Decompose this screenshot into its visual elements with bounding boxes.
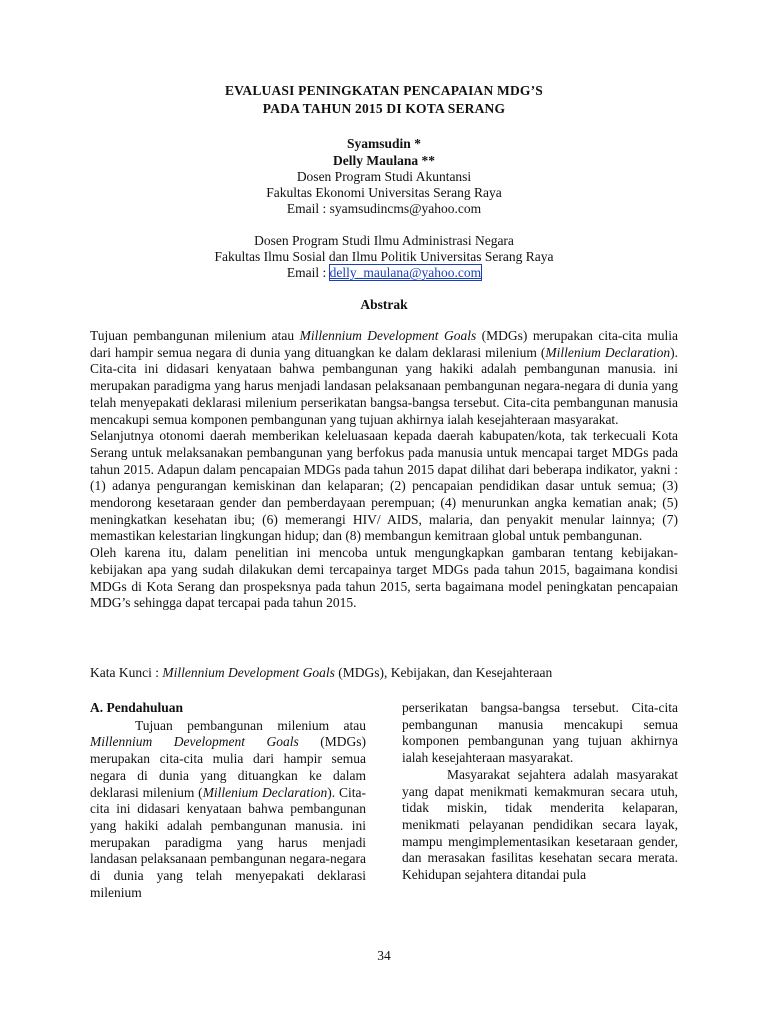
keywords-line xyxy=(90,665,678,682)
section-a-paragraph-1 xyxy=(90,718,366,902)
text-run: Tujuan pembangunan milenium atau xyxy=(90,328,300,343)
author-1: Syamsudin * xyxy=(347,136,421,151)
italic-term: Millennium Development Goals xyxy=(162,665,335,680)
affiliation-1-department: Dosen Program Studi Akuntansi xyxy=(296,169,472,184)
abstract-paragraph-3: Oleh karena itu, dalam penelitian ini mencoba untuk mengungkapkan gambaran tentang kebijakan-kebijakan apa yang sudah dilakukan demi tercapainya target MDGs pada tahun 2015, bagaimana kondisi MDGs di Kota Serang dan prospeksnya pada tahun 2015, serta bagaimana model peningkatan pencapaian MDG’s sehingga dapat tercapai pada tahun 2015. xyxy=(90,545,678,611)
text-run: ). Cita-cita ini didasari kenyataan bahwa pembangunan yang hakiki adalah pembangunan manusia. ini merupakan paradigma yang harus menjadi landasan pelaksanaan pembangunan negara-negara di dunia yang telah menyepakati deklarasi milenium perserikatan bangsa-bangsa tersebut. Cita-cita pembangunan manusia mencakupi semua komponen pembangunan yang tujuan akhirnya ialah kesejahteraan masyarakat. xyxy=(90,344,679,427)
right-column xyxy=(402,700,678,884)
affiliation-1-email: Email : syamsudincms@yahoo.com xyxy=(286,201,482,216)
abstract-heading: Abstrak xyxy=(360,297,408,312)
text-run: Tujuan pembangunan milenium atau xyxy=(135,717,366,733)
paper-title-line-1: EVALUASI PENINGKATAN PENCAPAIAN MDG’S xyxy=(224,83,544,98)
paper-title-line-2: PADA TAHUN 2015 DI KOTA SERANG xyxy=(262,101,506,116)
page-number: 34 xyxy=(377,948,391,963)
abstract-paragraph-1 xyxy=(90,328,678,428)
text-run: (MDGs) merupakan cita-cita mulia dari hampir semua negara di dunia yang dituangkan ke dalam deklarasi milenium ( xyxy=(90,734,366,800)
author-2: Delly Maulana ** xyxy=(332,153,435,168)
section-a-right-paragraph-2: Masyarakat sejahtera adalah masyarakat yang dapat menikmati kemakmuran secara utuh, tidak miskin, tidak menderita kelaparan, menikmati pelayanan pendidikan secara layak, mampu mengimplementasikan kesetaraan gender, dan merasakan fasilitas kesehatan secara merata. Kehidupan sejahtera ditandai pula xyxy=(402,766,678,883)
keywords-rest: (MDGs), Kebijakan, dan Kesejahteraan xyxy=(334,665,553,680)
italic-term: Millenium Declaration xyxy=(202,784,328,800)
section-heading: A. Pendahuluan xyxy=(90,700,184,715)
section-a-right-paragraph-1: perserikatan bangsa-bangsa tersebut. Cita-cita pembangunan manusia mencakupi semua komponen pembangunan yang tujuan akhirnya ialah kesejahteraan masyarakat. xyxy=(402,700,678,766)
affiliation-2-faculty: Fakultas Ilmu Sosial dan Ilmu Politik Universitas Serang Raya xyxy=(214,249,554,264)
left-column xyxy=(90,700,366,901)
italic-term: Millenium Declaration xyxy=(545,344,671,360)
email-link[interactable]: delly_maulana@yahoo.com xyxy=(329,265,482,280)
italic-term: Millennium Development Goals xyxy=(90,734,299,750)
affiliation-2-email-label: Email : xyxy=(286,265,330,280)
abstract-body xyxy=(90,328,678,612)
affiliation-1-faculty: Fakultas Ekonomi Universitas Serang Raya xyxy=(266,185,502,200)
text-run: ). Cita-cita ini didasari kenyataan bahwa pembangunan yang hakiki adalah pembangunan manusia. ini merupakan paradigma yang harus menjadi landasan pelaksanaan pembangunan negara-negara di dunia yang telah menyepakati deklarasi milenium xyxy=(90,784,367,900)
italic-term: Millennium Development Goals xyxy=(299,328,477,343)
affiliation-2-email-line xyxy=(0,265,768,282)
text-run: (MDGs) merupakan cita-cita mulia dari hampir semua negara di dunia yang dituangkan ke dalam deklarasi milenium ( xyxy=(90,328,678,360)
abstract-paragraph-2: Selanjutnya otonomi daerah memberikan keleluasaan kepada daerah kabupaten/kota, tak terkecuali Kota Serang untuk melaksanakan pembangunan yang berfokus pada manusia untuk mencapai target MDGs pada tahun 2015. Adapun dalam pencapaian MDGs pada tahun 2015 dapat dilihat dari beberapa indikator, yakni : (1) adanya pengurangan kemiskinan dan kelaparan; (2) pencapaian pendidikan dasar untuk semua; (3) mendorong kesetaraan gender dan pemberdayaan perempuan; (4) menurunkan angka kematian anak; (5) meningkatkan kesehatan ibu; (6) memerangi HIV/ AIDS, malaria, dan penyakit menular lainnya; (7) memastikan kelestarian lingkungan hidup; dan (8) membangun kemitraan global untuk pembangunan. xyxy=(90,428,678,544)
affiliation-2-department: Dosen Program Studi Ilmu Administrasi Negara xyxy=(254,233,514,248)
keywords-label: Kata Kunci : xyxy=(90,665,163,680)
